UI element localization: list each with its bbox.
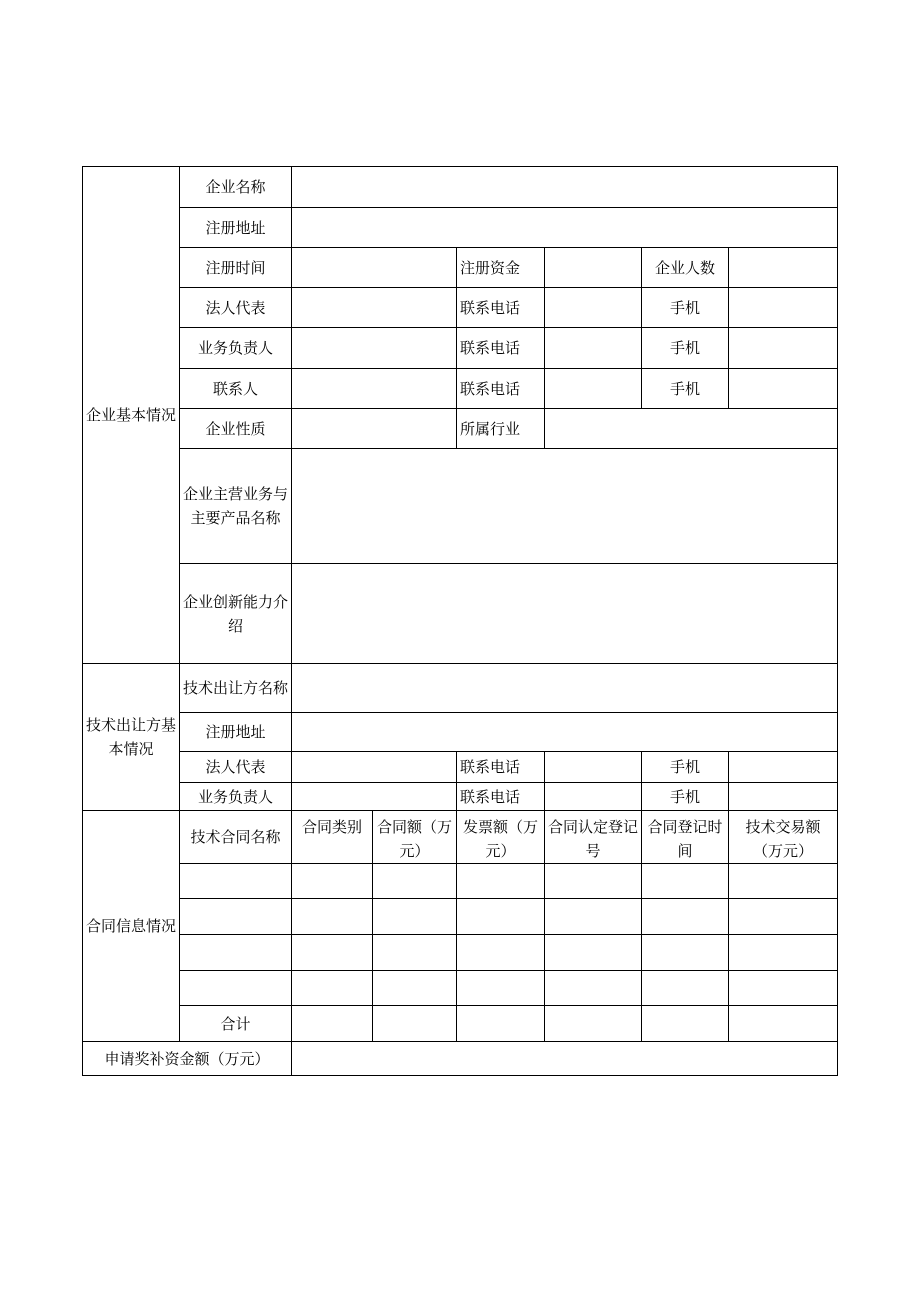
application-form-table [82, 166, 838, 1076]
contract-cell[interactable] [642, 935, 729, 971]
transferor-name-label: 技术出让方名称 [180, 664, 292, 713]
contact-phone-label: 联系电话 [457, 369, 545, 409]
company-reg-row [83, 248, 838, 288]
company-address-row [83, 208, 838, 248]
company-address-field[interactable] [292, 208, 838, 248]
headcount-field[interactable] [729, 248, 838, 288]
innovation-field[interactable] [292, 564, 838, 664]
contract-row [83, 935, 838, 971]
transferor-legal-rep-mobile-label: 手机 [642, 752, 729, 783]
contract-total-cell[interactable] [642, 1006, 729, 1042]
contract-cell[interactable] [180, 971, 292, 1006]
transferor-business-lead-mobile-field[interactable] [729, 783, 838, 811]
contract-cell[interactable] [545, 864, 642, 899]
company-name-row [83, 167, 838, 208]
contract-cell[interactable] [729, 864, 838, 899]
contract-total-row [83, 1006, 838, 1042]
business-lead-phone-field[interactable] [545, 328, 642, 369]
transferor-business-lead-phone-label: 联系电话 [457, 783, 545, 811]
industry-field[interactable] [545, 409, 838, 449]
contact-mobile-field[interactable] [729, 369, 838, 409]
contract-header-type: 合同类别 [292, 811, 373, 864]
main-business-label: 企业主营业务与主要产品名称 [180, 449, 292, 564]
contract-row [83, 864, 838, 899]
contract-header-trade-amount: 技术交易额（万元） [729, 811, 838, 864]
contract-cell[interactable] [373, 864, 457, 899]
contract-cell[interactable] [457, 899, 545, 935]
contact-mobile-label: 手机 [642, 369, 729, 409]
company-address-label: 注册地址 [180, 208, 292, 248]
nature-row [83, 409, 838, 449]
contract-cell[interactable] [180, 899, 292, 935]
contact-phone-field[interactable] [545, 369, 642, 409]
innovation-label: 企业创新能力介绍 [180, 564, 292, 664]
contract-cell[interactable] [180, 864, 292, 899]
contract-cell[interactable] [642, 864, 729, 899]
contract-cell[interactable] [373, 899, 457, 935]
contract-cell[interactable] [642, 971, 729, 1006]
contract-cell[interactable] [373, 935, 457, 971]
section-title-company: 企业基本情况 [83, 167, 180, 664]
transferor-business-lead-row [83, 783, 838, 811]
contact-label: 联系人 [180, 369, 292, 409]
business-lead-field[interactable] [292, 328, 457, 369]
contract-cell[interactable] [292, 899, 373, 935]
transferor-name-field[interactable] [292, 664, 838, 713]
contract-cell[interactable] [729, 899, 838, 935]
contract-total-cell[interactable] [457, 1006, 545, 1042]
business-lead-label: 业务负责人 [180, 328, 292, 369]
legal-rep-label: 法人代表 [180, 288, 292, 328]
transferor-business-lead-field[interactable] [292, 783, 457, 811]
contract-cell[interactable] [292, 935, 373, 971]
contract-total-cell[interactable] [729, 1006, 838, 1042]
legal-rep-field[interactable] [292, 288, 457, 328]
legal-rep-row [83, 288, 838, 328]
transferor-name-row [83, 664, 838, 713]
contract-cell[interactable] [729, 971, 838, 1006]
transferor-business-lead-label: 业务负责人 [180, 783, 292, 811]
subsidy-row [83, 1042, 838, 1076]
contract-header-row [83, 811, 838, 864]
business-lead-mobile-label: 手机 [642, 328, 729, 369]
contract-cell[interactable] [545, 971, 642, 1006]
contract-header-amount: 合同额（万元） [373, 811, 457, 864]
contract-total-cell[interactable] [545, 1006, 642, 1042]
business-lead-row [83, 328, 838, 369]
transferor-address-row [83, 713, 838, 752]
contract-cell[interactable] [457, 971, 545, 1006]
legal-rep-phone-field[interactable] [545, 288, 642, 328]
innovation-row [83, 564, 838, 664]
headcount-label: 企业人数 [642, 248, 729, 288]
transferor-address-field[interactable] [292, 713, 838, 752]
contract-header-reg-time: 合同登记时间 [642, 811, 729, 864]
contract-total-label: 合计 [180, 1006, 292, 1042]
contract-cell[interactable] [457, 935, 545, 971]
reg-capital-label: 注册资金 [457, 248, 545, 288]
subsidy-label: 申请奖补资金额（万元） [83, 1042, 292, 1076]
contact-field[interactable] [292, 369, 457, 409]
transferor-address-label: 注册地址 [180, 713, 292, 752]
company-name-label: 企业名称 [180, 167, 292, 208]
contract-row [83, 899, 838, 935]
contract-total-cell[interactable] [373, 1006, 457, 1042]
contact-row [83, 369, 838, 409]
main-business-field[interactable] [292, 449, 838, 564]
contract-header-name: 技术合同名称 [180, 811, 292, 864]
contract-cell[interactable] [373, 971, 457, 1006]
section-title-contract: 合同信息情况 [83, 811, 180, 1042]
contract-cell[interactable] [292, 971, 373, 1006]
company-name-field[interactable] [292, 167, 838, 208]
contract-total-cell[interactable] [292, 1006, 373, 1042]
legal-rep-phone-label: 联系电话 [457, 288, 545, 328]
contract-cell[interactable] [642, 899, 729, 935]
transferor-legal-rep-label: 法人代表 [180, 752, 292, 783]
contract-header-reg-number: 合同认定登记号 [545, 811, 642, 864]
contract-cell[interactable] [545, 899, 642, 935]
transferor-legal-rep-field[interactable] [292, 752, 457, 783]
transferor-business-lead-phone-field[interactable] [545, 783, 642, 811]
contract-header-invoice: 发票额（万元） [457, 811, 545, 864]
nature-field[interactable] [292, 409, 457, 449]
section-title-transferor: 技术出让方基本情况 [83, 664, 180, 811]
transferor-legal-rep-phone-field[interactable] [545, 752, 642, 783]
reg-time-field[interactable] [292, 248, 457, 288]
legal-rep-mobile-field[interactable] [729, 288, 838, 328]
nature-label: 企业性质 [180, 409, 292, 449]
contract-cell[interactable] [729, 935, 838, 971]
contract-cell[interactable] [545, 935, 642, 971]
business-lead-mobile-field[interactable] [729, 328, 838, 369]
transferor-legal-rep-row [83, 752, 838, 783]
contract-cell[interactable] [457, 864, 545, 899]
transferor-legal-rep-mobile-field[interactable] [729, 752, 838, 783]
reg-capital-field[interactable] [545, 248, 642, 288]
contract-cell[interactable] [180, 935, 292, 971]
business-lead-phone-label: 联系电话 [457, 328, 545, 369]
transferor-business-lead-mobile-label: 手机 [642, 783, 729, 811]
contract-row [83, 971, 838, 1006]
industry-label: 所属行业 [457, 409, 545, 449]
main-business-row [83, 449, 838, 564]
subsidy-field[interactable] [292, 1042, 838, 1076]
legal-rep-mobile-label: 手机 [642, 288, 729, 328]
transferor-legal-rep-phone-label: 联系电话 [457, 752, 545, 783]
reg-time-label: 注册时间 [180, 248, 292, 288]
contract-cell[interactable] [292, 864, 373, 899]
